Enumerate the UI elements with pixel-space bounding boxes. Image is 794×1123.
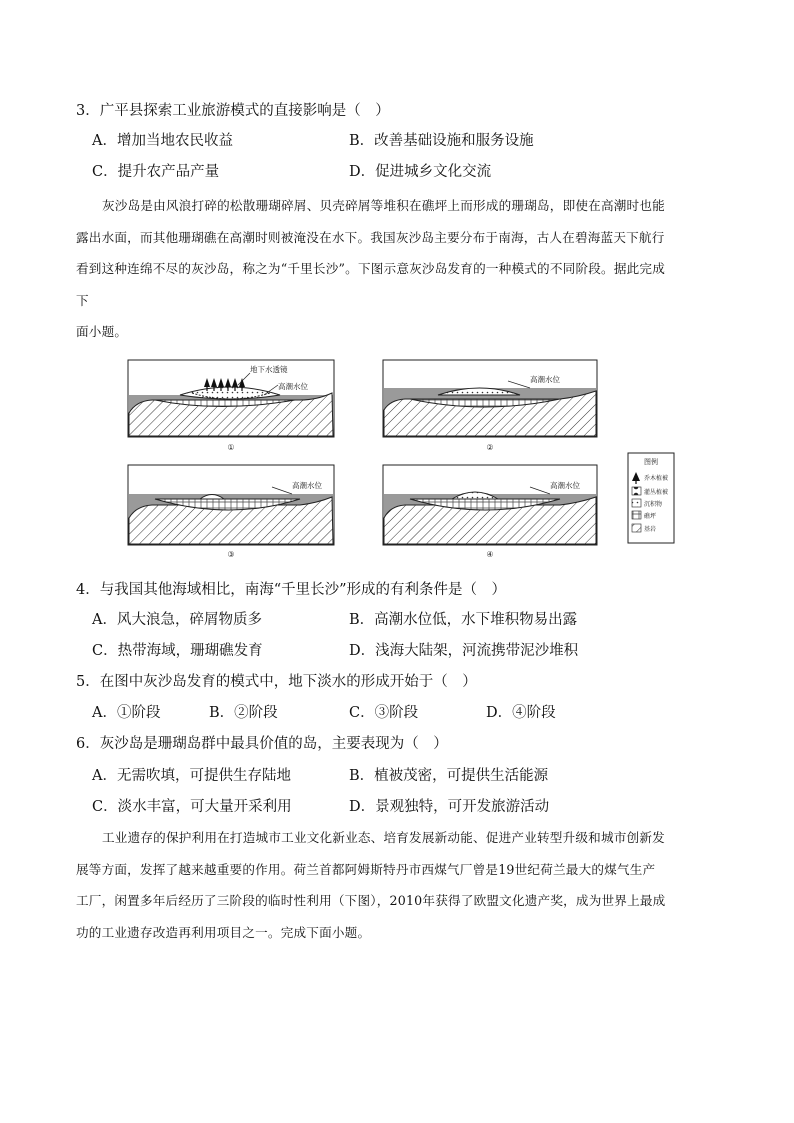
q3-option-d: D．促进城乡文化交流	[349, 164, 492, 180]
passage2-line4: 功的工业遗存改造再利用项目之一。完成下面小题。	[76, 924, 371, 940]
question-6-stem: 6．灰沙岛是珊瑚岛群中最具价值的岛，主要表现为（ ）	[76, 736, 448, 752]
q3-option-c: C．提升农产品产量	[92, 164, 220, 180]
question-3-stem: 3．广平县探索工业旅游模式的直接影响是（ ）	[76, 103, 390, 119]
label-high-tide-1: 高潮水位	[278, 382, 308, 391]
question-5-stem: 5．在图中灰沙岛发育的模式中，地下淡水的形成开始于（ ）	[76, 674, 477, 690]
legend-shrubs: 灌丛植被	[644, 489, 669, 496]
q3-option-b: B．改善基础设施和服务设施	[349, 133, 534, 149]
q4-option-d: D．浅海大陆架，河流携带泥沙堆积	[349, 643, 579, 659]
passage1-line4: 下	[76, 292, 89, 308]
passage2-line3: 工厂，闲置多年后经历了三阶段的临时性利用（下图），2010年获得了欧盟文化遗产奖，成为世界上最成	[76, 893, 666, 908]
passage1-line2: 露出水面，而其他珊瑚礁在高潮时则被淹没在水下。我国灰沙岛主要分布于南海，古人在碧海蓝天下航行	[76, 229, 665, 245]
legend-trees: 乔木植被	[644, 475, 669, 482]
passage2-line2: 展等方面，发挥了越来越重要的作用。荷兰首都阿姆斯特丹市西煤气厂曾是19世纪荷兰最大的煤气生产	[76, 861, 656, 877]
q4-option-c: C．热带海域，珊瑚礁发育	[92, 643, 263, 659]
passage1-line3: 看到这种连绵不尽的灰沙岛，称之为“千里长沙”。下图示意灰沙岛发育的一种模式的不同阶段。据此完成	[76, 261, 665, 276]
passage-coral-island	[76, 190, 718, 348]
legend-sediment: 沉积物	[644, 501, 663, 508]
label-high-tide-4: 高潮水位	[550, 481, 580, 490]
q5-option-c: C．③阶段	[349, 705, 419, 721]
panel-number-2: ②	[486, 443, 494, 452]
passage1-line1: 灰沙岛是由风浪打碎的松散珊瑚碎屑、贝壳碎屑等堆积在礁坪上而形成的珊瑚岛，即使在高潮时也能	[102, 198, 665, 213]
figure-legend	[628, 453, 674, 543]
label-high-tide-2: 高潮水位	[530, 375, 560, 384]
shrub-legend-icon	[632, 487, 641, 495]
q3-option-a: A．增加当地农民收益	[92, 133, 233, 149]
legend-reef-flat: 礁坪	[644, 513, 657, 520]
q4-option-b: B．高潮水位低，水下堆积物易出露	[349, 612, 578, 628]
panel-number-4: ④	[486, 550, 494, 559]
passage2-line1: 工业遗存的保护利用在打造城市工业文化新业态、培育发展新动能、促进产业转型升级和城市创新发	[102, 830, 665, 845]
panel-stage-1	[128, 360, 334, 452]
question-4-stem: 4．与我国其他海域相比，南海“千里长沙”形成的有利条件是（ ）	[76, 582, 507, 598]
island-stages-figure	[120, 355, 680, 560]
sediment-legend-icon	[632, 499, 641, 507]
panel-stage-2	[383, 360, 597, 452]
q4-option-a: A．风大浪急，碎屑物质多	[92, 612, 262, 628]
passage-industrial-heritage	[76, 822, 718, 948]
q5-option-b: B．②阶段	[209, 705, 278, 721]
q6-option-d: D．景观独特，可开发旅游活动	[349, 799, 550, 815]
passage1-line5: 面小题。	[76, 324, 128, 339]
q5-option-a: A．①阶段	[92, 705, 161, 721]
panel-number-3: ③	[227, 550, 235, 559]
panel-stage-3	[128, 465, 334, 559]
label-groundwater-lens: 地下水透镜	[250, 365, 288, 374]
q5-option-d: D．④阶段	[486, 705, 556, 721]
panel-number-1: ①	[227, 443, 235, 452]
legend-title: 图例	[644, 458, 658, 466]
q6-option-a: A．无需吹填，可提供生存陆地	[92, 768, 291, 784]
bedrock-legend-icon	[632, 524, 641, 532]
panel-stage-4	[383, 465, 597, 559]
q6-option-c: C．淡水丰富，可大量开采利用	[92, 799, 292, 815]
legend-bedrock: 基岩	[644, 526, 657, 533]
label-high-tide-3: 高潮水位	[292, 481, 322, 490]
reef-flat-legend-icon	[632, 511, 641, 519]
q6-option-b: B．植被茂密，可提供生活能源	[349, 768, 549, 784]
